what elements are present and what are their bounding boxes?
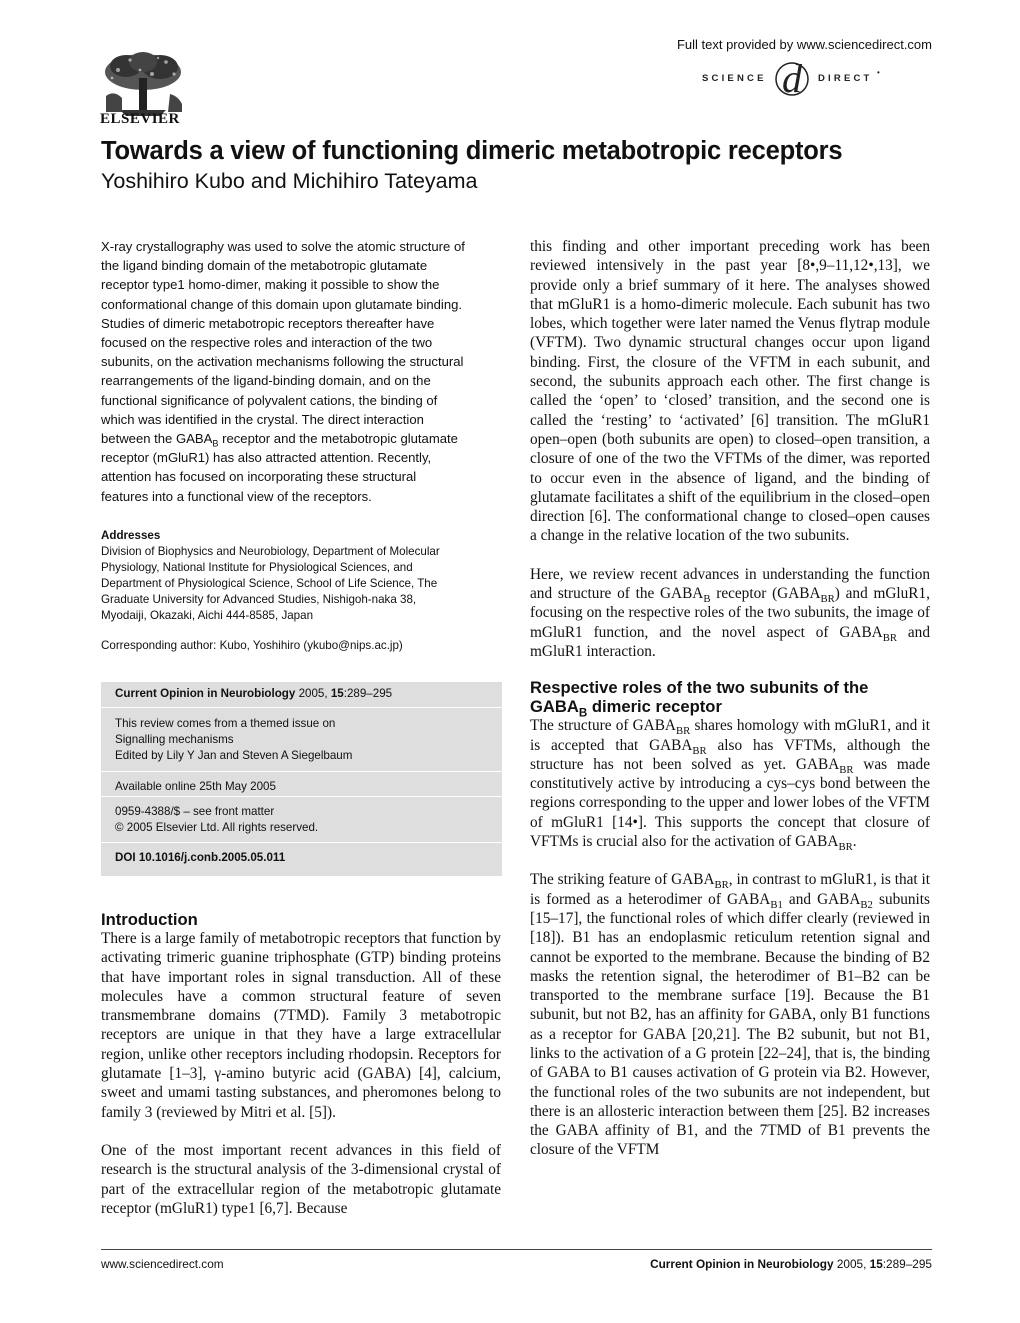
- abstract: [101, 237, 501, 506]
- footer-citation: [560, 1257, 932, 1271]
- abstract-line: X-ray crystallography was used to solve the atomic structure of: [101, 239, 465, 254]
- theme-editors: Edited by Lily Y Jan and Steven A Siegelbaum: [115, 749, 353, 762]
- abstract-line: features into a functional view of the receptors.: [101, 488, 372, 504]
- introduction-heading: Introduction: [101, 910, 198, 929]
- body-paragraph: The structure of $GABA_{BR}$ shares homology with mGluR1, and it is accepted that $GABA_{BR}$ also has VFTMs, although the structure has not been solved as yet. $GABA_{BR}$ was made constitutively active by introducing a cys–cys bond between the regions corresponding to the upper and lower lobes of the VFTM of mGluR1 [14•]. This supports the concept that closure of VFTMs is crucial also for the activation of $GABA_{BR}$.: [530, 717, 931, 854]
- abstract-line: conformational change of this domain upon glutamate binding.: [101, 296, 463, 312]
- footer-volume: 15: [869, 1257, 883, 1271]
- abstract-line: rearrangements of the ligand-binding domain, and on the: [101, 373, 431, 389]
- abstract-line: between the $GABA_B$ receptor and the metabotropic glutamate: [101, 431, 458, 449]
- footer-divider: [101, 1249, 932, 1250]
- footer-journal: Current Opinion in Neurobiology: [650, 1257, 834, 1271]
- svg-text:SCIENCE: SCIENCE: [702, 73, 767, 84]
- abstract-line: the ligand binding domain of the metabotropic glutamate: [101, 258, 428, 274]
- svg-text:DIRECT: DIRECT: [818, 73, 873, 84]
- corresponding-author[interactable]: Corresponding author: Kubo, Yoshihiro (ykubo@nips.ac.jp): [101, 639, 403, 652]
- abstract-line: Studies of dimeric metabotropic receptors thereafter have: [101, 315, 435, 331]
- available-online: Available online 25th May 2005: [115, 780, 276, 793]
- body-paragraph: Here, we review recent advances in understanding the function and structure of the $GABA_B$ receptor $(GABA_{BR})$ and mGluR1, focusing on the respective roles of the two subunits, the image of mGluR1 function, and the novel aspect of $GABA_{BR}$ and mGluR1 interaction.: [530, 565, 930, 660]
- addresses-heading: Addresses: [101, 529, 161, 542]
- sciencedirect-d-icon: [700, 58, 932, 100]
- citation-pages: :289–295: [343, 687, 393, 700]
- body-paragraph: The striking feature of $GABA_{BR}$, in contrast to mGluR1, is that it is formed as a heterodimer of $GABA_{B1}$ and $GABA_{B2}$ subunits [15–17], the functional roles of which differ clearly (reviewed in [18]). B1 has an endoplasmic reticulum retention signal and cannot be exported to the membrane. Because the binding of B2 masks the retention signal, the heterodimer of B1–B2 can be transported to the membrane surface [19]. Because the B1 subunit, but not B2, has an affinity for GABA, only B1 functions as a receptor for GABA [20,21]. The B2 subunit, but not B1, links to the activation of a G protein [22–24], that is, the binding of GABA to B1 causes activation of G protein via B2. However, the functional roles of the two subunits are not independent, but there is an allosteric interaction between them [25]. B2 increases the GABA affinity of B1, and the 7TMD of B1 prevents the closure of the VFTM: [530, 871, 930, 1159]
- abstract-line: which was identified in the crystal. The direct interaction: [101, 411, 424, 427]
- address-line: Department of Physiological Science, School of Life Science, The: [101, 577, 438, 590]
- abstract-line: subunits, on the activation mechanisms following the structural: [101, 354, 464, 370]
- theme-name: Signalling mechanisms: [115, 733, 234, 746]
- abstract-line: focused on the respective roles and interaction of the two: [101, 335, 433, 351]
- copyright: © 2005 Elsevier Ltd. All rights reserved.: [115, 821, 319, 834]
- footer-year: 2005,: [836, 1257, 867, 1271]
- svg-text:•: •: [877, 68, 880, 77]
- introduction-section: [101, 910, 501, 1218]
- full-text-note[interactable]: Full text provided by www.sciencedirect.com: [676, 37, 932, 52]
- citation-year: 2005,: [298, 687, 328, 700]
- theme-line: This review comes from a themed issue on: [115, 717, 336, 730]
- footer-website[interactable]: www.sciencedirect.com: [101, 1257, 224, 1271]
- address-line: Division of Biophysics and Neurobiology, Department of Molecular: [101, 545, 440, 558]
- address-line: Graduate University for Advanced Studies, Nishigoh-naka 38,: [101, 593, 417, 606]
- journal-name: Current Opinion in Neurobiology: [115, 687, 296, 700]
- introduction-paragraph: One of the most important recent advances in this field of research is the structural analysis of the 3-dimensional crystal of part of the extracellular region of the metabotropic glutamate receptor (mGluR1) type1 [6,7]. Because: [101, 1141, 501, 1217]
- body-paragraph: this finding and other important preceding work has been reviewed intensively in the past year [8•,9–11,12•,13], we provide only a brief summary of it here. The analyses showed that mGluR1 is a homo-dimeric molecule. Each subunit has two lobes, which together were later named the Venus flytrap module (VFTM). Two dynamic structural changes occur upon ligand binding. First, the closure of the VFTM in each subunit, and second, the subunits approach each other. The first change is called the ‘open’ to ‘closed’ transition, and the second one is called the ‘resting’ to ‘activated’ [6] transition. The mGluR1 open–open (both subunits are open) to closed–open transition, a closure of one of the two the VFTMs of the dimer, was reported to occur even in the absence of ligand, and the binding of glutamate facilitates a shift of the equilibrium in the closed–open direction [6]. The conformational change to closed–open causes a change in the relative location of the two subunits.: [530, 238, 930, 545]
- article-authors: Yoshihiro Kubo and Michihiro Tateyama: [101, 169, 478, 193]
- addresses: [101, 528, 501, 654]
- introduction-paragraph: There is a large family of metabotropic receptors that function by activating trimeric guanine triphosphate (GTP) binding proteins that have important roles in signal transduction. All of these molecules have a common structural feature of seven transmembrane domains (7TMD). Family 3 metabotropic receptors are unique in that they have a large extracellular region, unlike other receptors including rhodopsin. Receptors for glutamate [1–3], γ-amino butyric acid (GABA) [4], calcium, sweet and umami tasting substances, and pheromones belong to family 3 (reviewed by Mitri et al. [5]).: [101, 930, 501, 1121]
- section-heading-line: $GABA_B$ dimeric receptor: [530, 697, 722, 720]
- abstract-line: functional significance of polyvalent cations, the binding of: [101, 392, 438, 408]
- svg-text:d: d: [782, 58, 802, 100]
- publisher-name: ELSEVIER: [100, 111, 180, 127]
- issn: 0959-4388/$ – see front matter: [115, 805, 275, 818]
- abstract-line: attention has focused on incorporating these structural: [101, 469, 417, 485]
- right-column: [530, 237, 930, 1160]
- footer-pages: :289–295: [882, 1257, 932, 1271]
- address-line: Physiology, National Institute for Physiological Sciences, and: [101, 561, 413, 574]
- citation-volume: 15: [330, 687, 344, 700]
- doi[interactable]: DOI 10.1016/j.conb.2005.05.011: [115, 851, 286, 864]
- address-line: Myodaiji, Okazaki, Aichi 444-8585, Japan: [101, 609, 314, 622]
- article-info-box: [101, 682, 502, 876]
- journal-citation: [115, 686, 491, 702]
- abstract-line: receptor type1 homo-dimer, making it possible to show the: [101, 277, 440, 293]
- abstract-line: receptor (mGluR1) has also attracted attention. Recently,: [101, 450, 432, 466]
- section-heading-line: Respective roles of the two subunits of the: [530, 678, 869, 698]
- article-title: Towards a view of functioning dimeric metabotropic receptors: [101, 137, 843, 165]
